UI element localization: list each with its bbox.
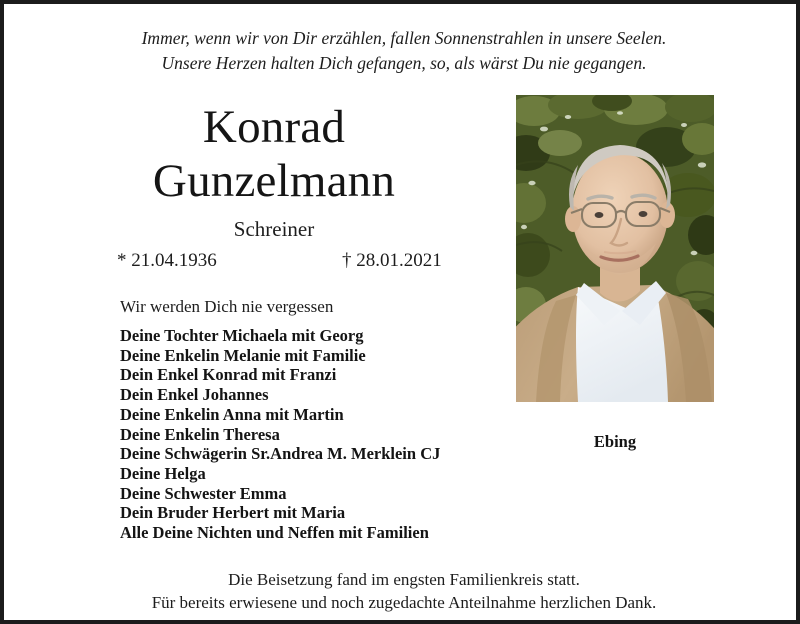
list-item: Deine Enkelin Melanie mit Familie <box>120 345 366 365</box>
deceased-profession: Schreiner <box>233 217 315 241</box>
deceased-details <box>64 100 484 274</box>
epitaph-line-2: Unsere Herzen halten Dich gefangen, so, als wärst Du nie gegangen. <box>161 53 647 73</box>
survivors-section <box>120 296 520 543</box>
list-item: Deine Schwägerin Sr.Andrea M. Merklein CJ <box>120 444 441 464</box>
list-item: Dein Enkel Konrad mit Franzi <box>120 365 337 385</box>
deceased-last-name: Gunzelmann <box>152 155 396 207</box>
survivors-list <box>120 326 520 543</box>
funeral-note-line-1: Die Beisetzung fand im engsten Familienkreis statt. <box>228 570 580 589</box>
birth-date: * 21.04.1936 <box>117 250 217 271</box>
list-item: Deine Helga <box>120 463 206 483</box>
deceased-first-name: Konrad <box>202 101 346 153</box>
death-date: † 28.01.2021 <box>342 250 442 271</box>
life-dates <box>64 248 484 274</box>
list-item: Deine Tochter Michaela mit Georg <box>120 326 364 345</box>
list-item: Dein Bruder Herbert mit Maria <box>120 503 346 523</box>
list-item: Deine Enkelin Theresa <box>120 424 280 444</box>
page-title <box>64 100 484 208</box>
portrait-photo <box>516 95 714 402</box>
list-item: Alle Deine Nichten und Neffen mit Familien <box>120 523 429 543</box>
photo-block <box>516 95 714 452</box>
funeral-note-line-2: Für bereits erwiesene und noch zugedachte Anteilnahme herzlichen Dank. <box>151 592 657 612</box>
list-item: Deine Schwester Emma <box>120 483 287 503</box>
survivors-intro: Wir werden Dich nie vergessen <box>120 297 334 316</box>
place-name: Ebing <box>593 432 637 451</box>
epitaph <box>4 26 800 76</box>
list-item: Dein Enkel Johannes <box>120 385 269 405</box>
epitaph-line-1: Immer, wenn wir von Dir erzählen, fallen Sonnenstrahlen in unsere Seelen. <box>141 28 667 48</box>
funeral-note <box>4 569 800 614</box>
list-item: Deine Enkelin Anna mit Martin <box>120 404 344 424</box>
